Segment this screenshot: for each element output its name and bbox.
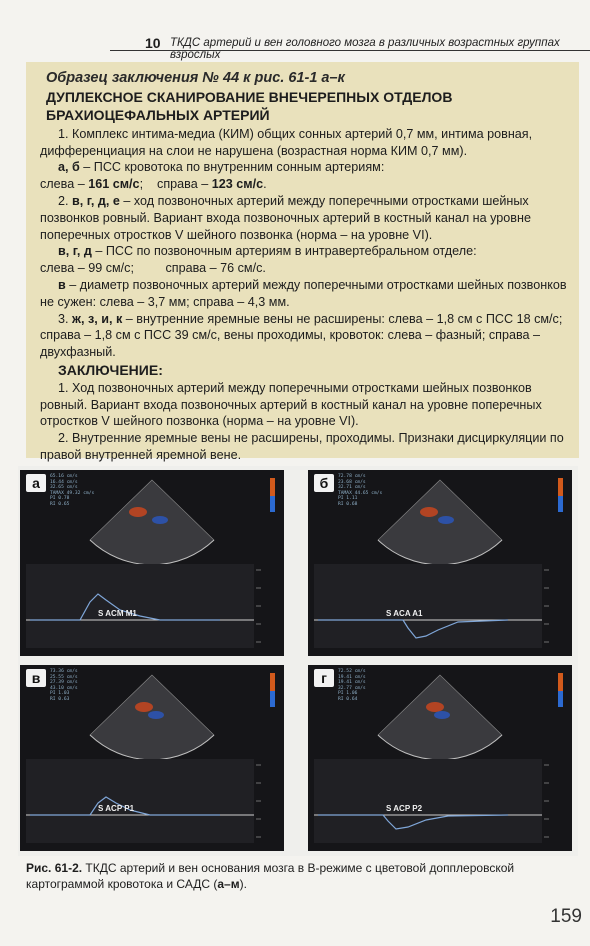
header-rule <box>110 50 590 51</box>
vessel-label-v: S ACP P1 <box>98 804 135 813</box>
sample-title: Образец заключения № 44 к рис. 61-1 а–к <box>46 70 345 86</box>
doppler-params-v: 73.36 cm/s 25.55 cm/s 27.39 cm/s 43.10 cm/s PI 1.03 RI 0.63 <box>50 669 78 702</box>
caption-prefix: Рис. 61-2. <box>26 861 83 875</box>
doppler-params-g: 72.52 cm/s 19.41 cm/s 19.41 cm/s 32.77 cm/s PI 1.06 RI 0.64 <box>338 669 366 702</box>
ultrasound-image-a <box>20 470 284 656</box>
paragraph-va-values: слева – 99 см/с; справа – 76 см/с. <box>40 261 266 276</box>
va-course-text: – ход позвоночных артерий между поперечными отростками шейных позвонков ровный. Вариант входа позвоночных артерий в костный канал на уровне поперечных отростков V шейного позвонка (норма – на уровне VI). <box>40 193 531 242</box>
flow-red <box>135 702 153 712</box>
va-pss-text: – ПСС по позвоночным артериям в интравертебральном отделе: <box>91 244 477 259</box>
doppler-params-b: 72.78 cm/s 23.68 cm/s 32.71 cm/s TAMAX 44.65 cm/s PI 1.11 RI 0.68 <box>338 474 383 507</box>
ica-text: – ПСС кровотока по внутренним сонным артериям: <box>79 160 385 175</box>
figure-caption <box>26 860 578 892</box>
spectrum-area <box>26 564 254 648</box>
conclusion-1: 1. Ход позвоночных артерий между поперечными отростками шейных позвонков ровный. Вариант входа позвоночных артерий в костный канал на уровне поперечных отростков V шейного позвонка (норма – на уровне VI). <box>40 380 542 429</box>
ica-left-value: 161 см/с <box>88 177 140 192</box>
va-diameter-text: – диаметр позвоночных артерий между поперечными отростками шейных позвонков не сужен: слева – 3,7 мм; справа – 4,3 мм. <box>40 277 567 309</box>
caption-text: ТКДС артерий и вен основания мозга в В-режиме с цветовой допплеровской картограммой кровотока и САДС ( <box>26 861 515 891</box>
ica-right-value: 123 см/с <box>211 177 264 192</box>
doppler-params-a: 65.16 cm/s 16.44 cm/s 32.65 cm/s TAMAX 49.32 cm/s PI 0.78 RI 0.65 <box>50 474 95 507</box>
report-sample-panel <box>26 62 579 462</box>
ica-end: . <box>263 177 267 192</box>
color-scale-blue <box>558 496 563 512</box>
ultrasound-image-v <box>20 665 284 851</box>
color-scale-red <box>558 673 563 691</box>
ultrasound-image-g <box>308 665 572 851</box>
paragraph-va-pss <box>40 243 569 260</box>
flow-red <box>426 702 444 712</box>
flow-blue <box>148 711 164 719</box>
color-scale-blue <box>270 691 275 707</box>
letter-v: в <box>58 277 66 292</box>
paragraph-ica <box>40 159 569 176</box>
flow-red <box>420 507 438 517</box>
flow-blue <box>152 516 168 524</box>
color-scale-red <box>270 673 275 691</box>
color-scale-red <box>558 478 563 496</box>
paragraph-ica-values <box>40 176 569 193</box>
jugular-text: – внутренние яремные вены не расширены: слева – 1,8 см с ПСС 18 см/с; справа – 1,8 см с ПСС 39 см/с, вены проходимы, кровоток: слева – фазный; справа – двухфазный. <box>40 311 563 360</box>
paragraph-kim: 1. Комплекс интима-медиа (КИМ) общих сонных артерий 0,7 мм, интима ровная, дифференциация на слои не нарушена (возрастная норма КИМ 0,7 мм). <box>40 126 533 158</box>
color-scale-blue <box>558 691 563 707</box>
sector-fan <box>90 480 214 565</box>
paragraph-va-diameter <box>40 277 569 311</box>
panel-letter-a: а <box>26 474 46 492</box>
letters-vgd: в, г, д <box>58 244 92 259</box>
figure-grid <box>18 466 578 856</box>
panel-letter-b: б <box>314 474 334 492</box>
flow-red <box>129 507 147 517</box>
paragraph-jugular <box>40 311 569 361</box>
chapter-title: ТКДС артерий и вен головного мозга в различных возрастных группах взрослых <box>170 37 560 61</box>
section-heading-cont: БРАХИОЦЕФАЛЬНЫХ АРТЕРИЙ <box>46 106 270 123</box>
caption-letters: а–м <box>217 877 240 891</box>
letters-vgde: в, г, д, е <box>72 193 120 208</box>
running-header <box>0 0 590 61</box>
vessel-label-g: S ACP P2 <box>386 804 423 813</box>
panel-letter-g: г <box>314 669 334 687</box>
color-scale-blue <box>270 496 275 512</box>
page-number: 159 <box>550 906 582 927</box>
flow-blue <box>438 516 454 524</box>
flow-blue <box>434 711 450 719</box>
conclusion-2: 2. Внутренние яремные вены не расширены, проходимы. Признаки дисциркуляции по правой внутренней яремной вене. <box>40 431 564 462</box>
caption-end: ). <box>239 877 247 891</box>
item-num-3: 3. <box>58 311 73 326</box>
item-num-2: 2. <box>58 193 73 208</box>
vessel-label-b: S ACA A1 <box>386 609 423 618</box>
section-heading: ДУПЛЕКСНОЕ СКАНИРОВАНИЕ ВНЕЧЕРЕПНЫХ ОТДЕЛОВ <box>46 88 453 105</box>
letters-ab: а, б <box>58 160 80 175</box>
paragraph-va-course <box>40 193 569 243</box>
vessel-label-a: S ACM M1 <box>98 609 137 618</box>
panel-letter-v: в <box>26 669 46 687</box>
spectrum-area <box>26 759 254 843</box>
ica-right-label: ; справа – <box>139 177 212 192</box>
spectrum-area <box>314 759 542 843</box>
color-scale-red <box>270 478 275 496</box>
letters-zhzik: ж, з, и, к <box>72 311 123 326</box>
chapter-number: 10 <box>145 35 161 51</box>
ica-left-label: слева – <box>40 177 89 192</box>
ultrasound-image-b <box>308 470 572 656</box>
conclusion-heading: ЗАКЛЮЧЕНИЕ: <box>58 361 163 378</box>
